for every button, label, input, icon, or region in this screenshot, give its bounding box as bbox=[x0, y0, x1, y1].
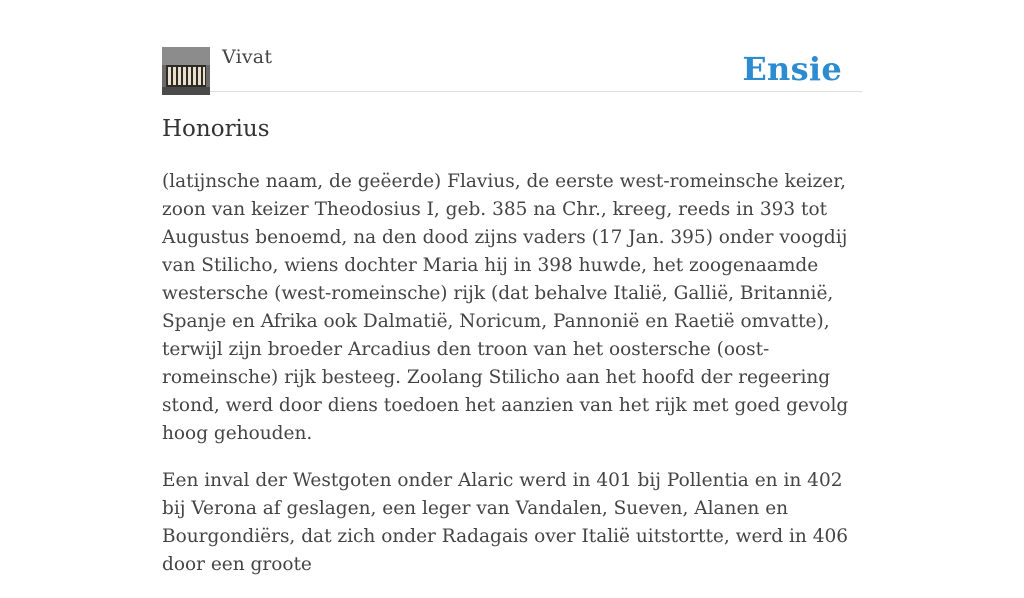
author-name[interactable]: Vivat bbox=[222, 46, 273, 68]
page-title: Honorius bbox=[162, 116, 270, 142]
page-container bbox=[162, 0, 862, 575]
paragraph: (latijnsche naam, de geëerde) Flavius, de eerste west-romeinsche keizer, zoon van keizer Theodosius I, geb. 385 na Chr., kreeg, reeds in 393 tot Augustus benoemd, na den dood zijns vaders (17 Jan. 395) onder voogdij van Stilicho, wiens dochter Maria hij in 398 huwde, het zoogenaamde westersche (west-romeinsche) rijk (dat behalve Italië, Gallië, Britannië, Spanje en Afrika ook Dalmatië, Noricum, Pannonië en Raetië omvatte), terwijl zijn broeder Arcadius den troon van het oostersche (oost-romeinsche) rijk besteeg. Zoolang Stilicho aan het hoofd der regeering stond, werd door diens toedoen het aanzien van het rijk met goed gevolg hoog gehouden. bbox=[162, 171, 849, 444]
brand-logo[interactable]: Ensie bbox=[742, 50, 842, 88]
paragraph: Een inval der Westgoten onder Alaric werd in 401 bij Pollentia en in 402 bij Verona af geslagen, een leger van Vandalen, Sueven, Alanen en Bourgondiërs, dat zich onder Radagais over Italië uitstortte, werd in 406 door een groote bbox=[162, 470, 849, 575]
avatar-image bbox=[162, 47, 210, 95]
avatar[interactable] bbox=[162, 47, 210, 95]
header bbox=[162, 0, 862, 92]
article-body bbox=[162, 168, 862, 598]
